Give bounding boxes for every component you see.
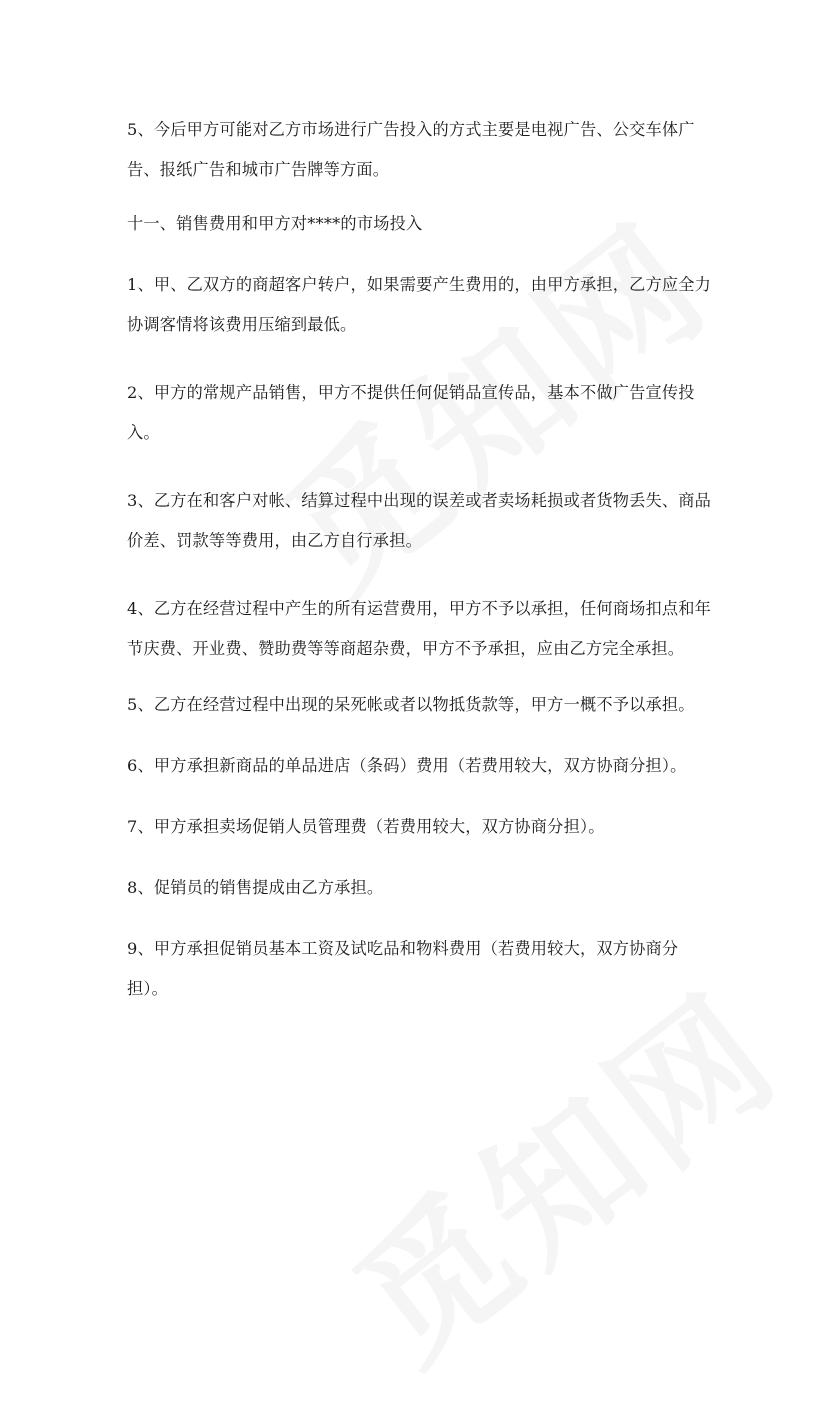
clause-1: 1、甲、乙双方的商超客户转户，如果需要产生费用的，由甲方承担，乙方应全力协调客情将该费用压缩到最低。	[127, 275, 712, 334]
clause-3: 3、乙方在和客户对帐、结算过程中出现的误差或者卖场耗损或者货物丢失、商品价差、罚款等等费用，由乙方自行承担。	[127, 491, 712, 550]
clause-4: 4、乙方在经营过程中产生的所有运营费用，甲方不予以承担，任何商场扣点和年节庆费、开业费、赞助费等等商超杂费，甲方不予承担，应由乙方完全承担。	[127, 599, 712, 658]
section-heading: 十一、销售费用和甲方对****的市场投入	[127, 214, 423, 233]
clause-6: 6、甲方承担新商品的单品进店（条码）费用（若费用较大，双方协商分担）。	[127, 756, 687, 775]
clause-5: 5、乙方在经营过程中出现的呆死帐或者以物抵货款等，甲方一概不予以承担。	[127, 695, 695, 714]
clause-2: 2、甲方的常规产品销售，甲方不提供任何促销品宣传品，基本不做广告宣传投入。	[127, 383, 695, 442]
clause-8: 8、促销员的销售提成由乙方承担。	[127, 878, 384, 897]
document-body	[127, 110, 717, 1009]
clause-9: 9、甲方承担促销员基本工资及试吃品和物料费用（若费用较大，双方协商分担）。	[127, 939, 679, 998]
clause-7: 7、甲方承担卖场促销人员管理费（若费用较大，双方协商分担）。	[127, 817, 605, 836]
paragraph-ad-investment: 5、今后甲方可能对乙方市场进行广告投入的方式主要是电视广告、公交车体广告、报纸广告和城市广告牌等方面。	[127, 120, 695, 179]
